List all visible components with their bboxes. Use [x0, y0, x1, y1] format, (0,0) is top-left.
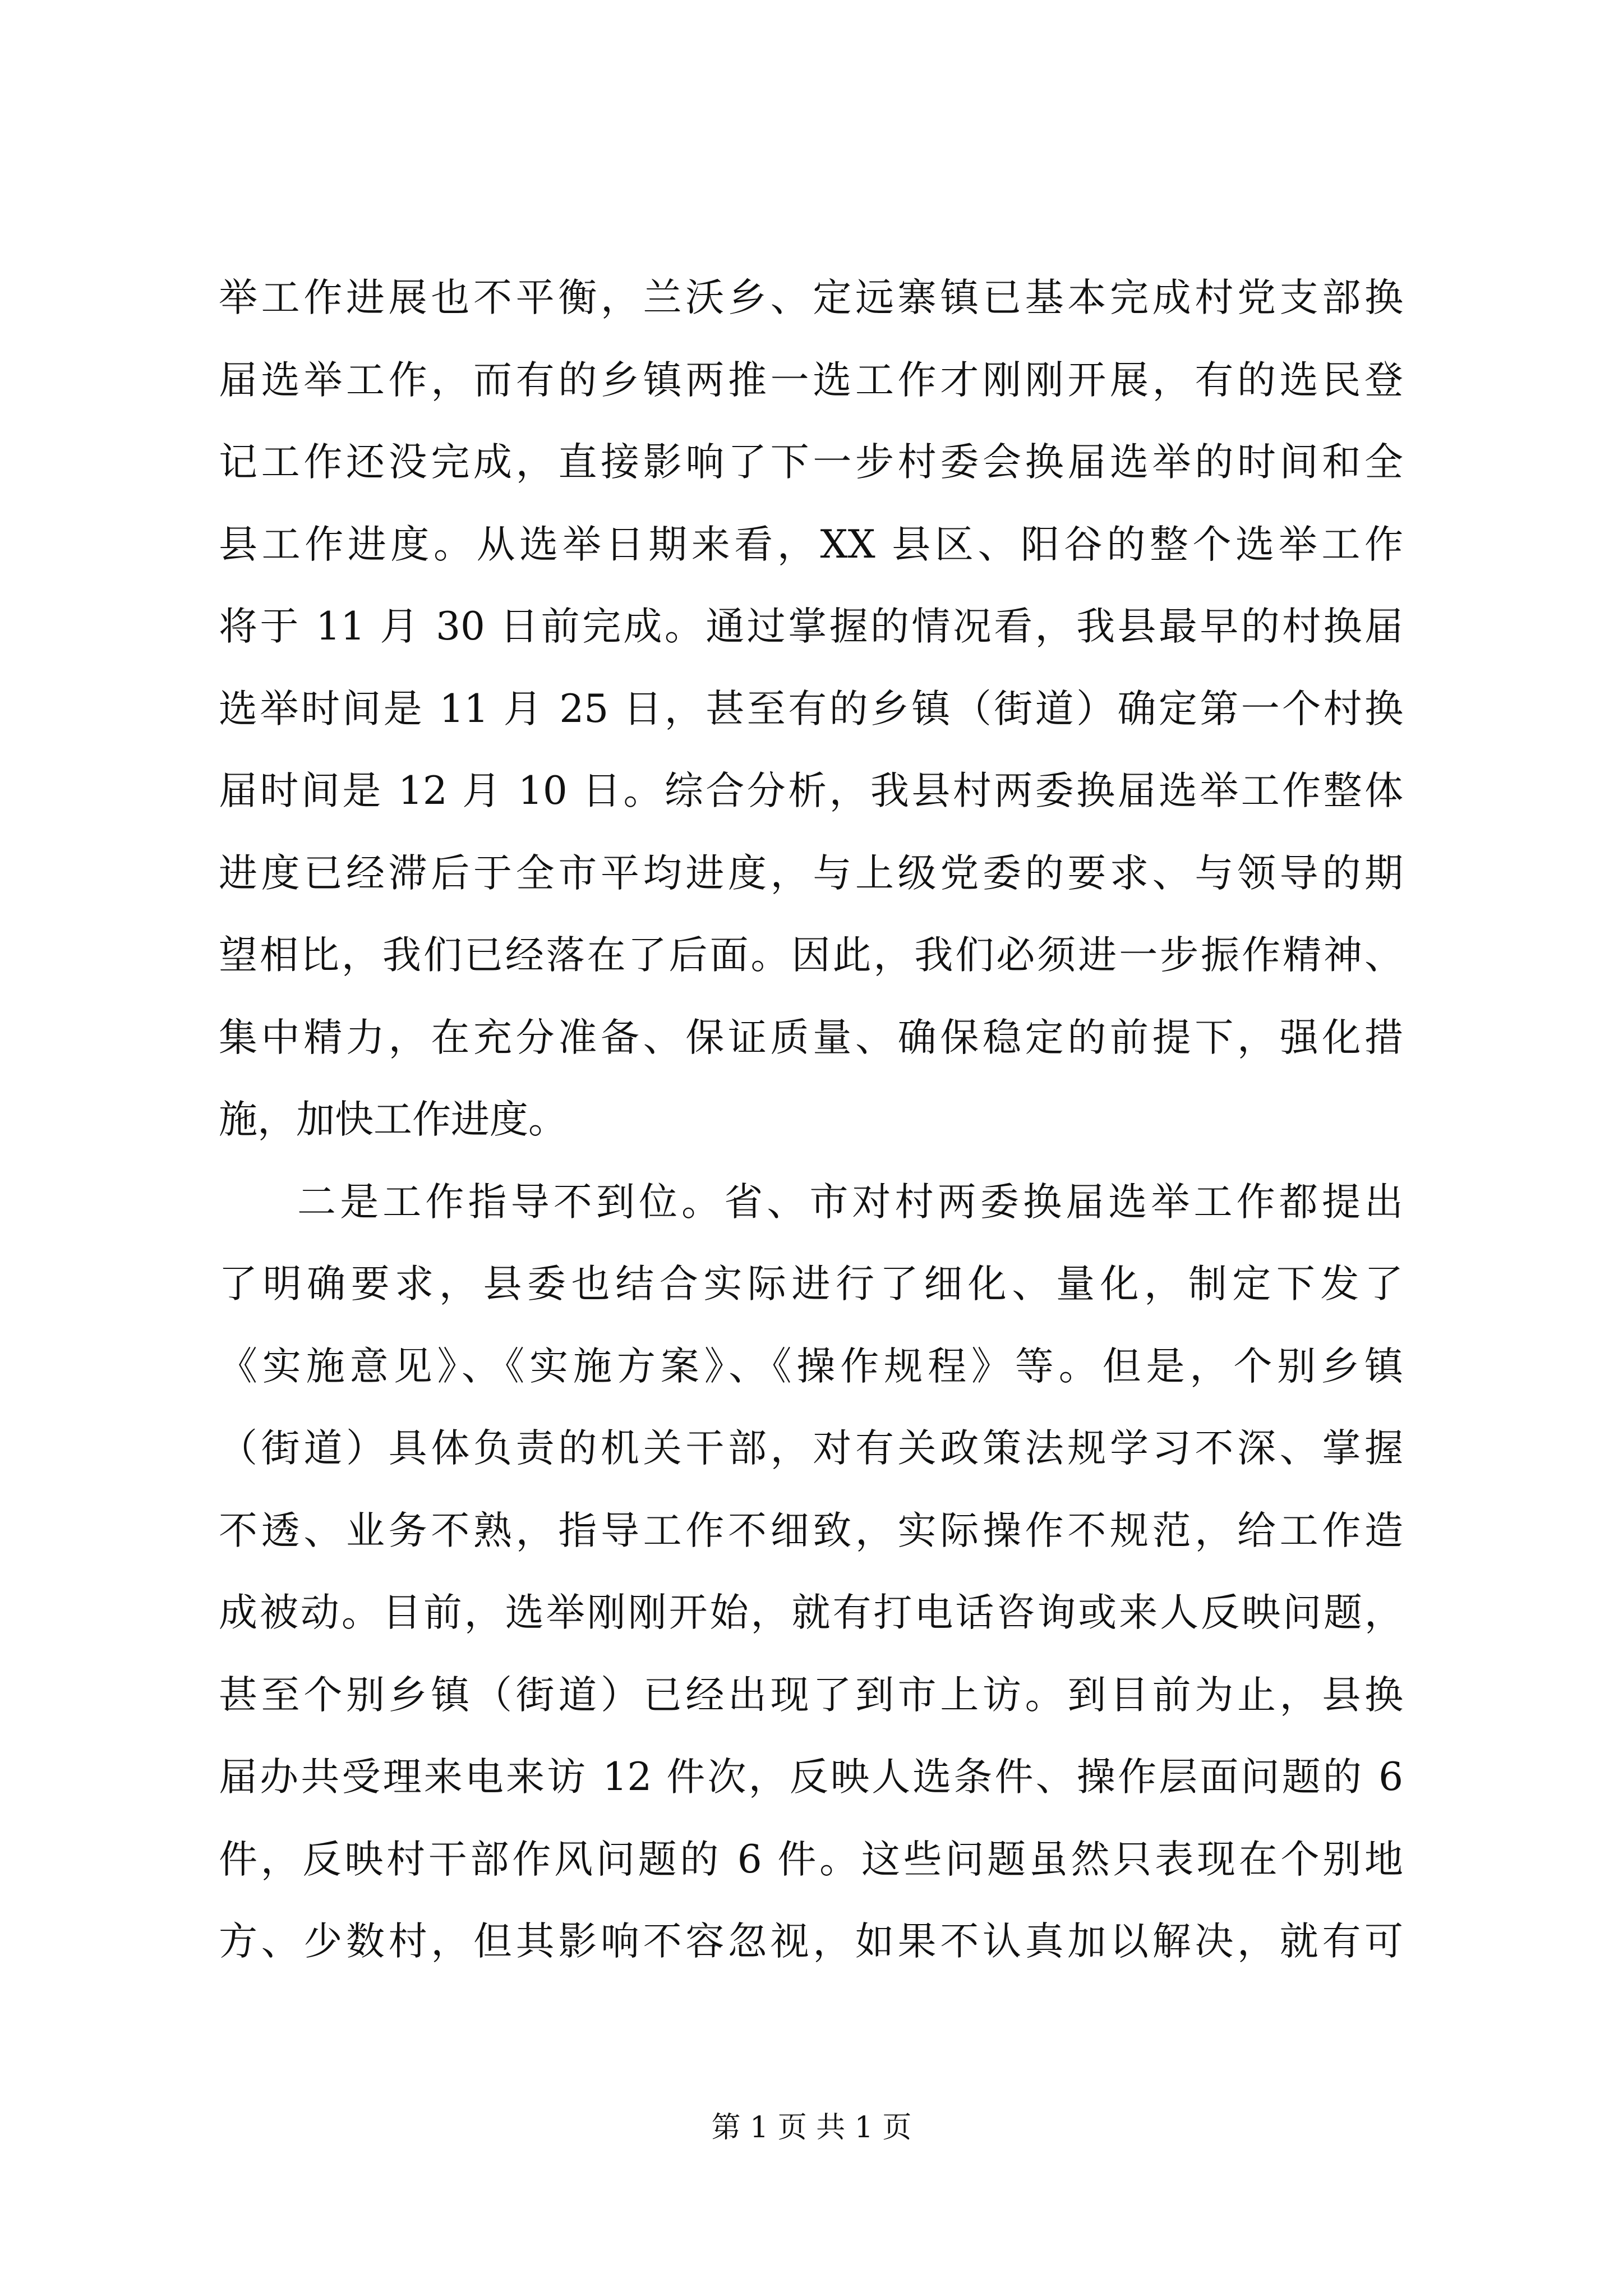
text-line: 选举时间是 11 月 25 日，甚至有的乡镇（街道）确定第一个村换 [219, 686, 1403, 731]
text-line: 望相比，我们已经落在了后面。因此，我们必须进一步振作精神、 [219, 933, 1403, 978]
text-line: 了明确要求，县委也结合实际进行了细化、量化，制定下发了 [219, 1262, 1403, 1306]
text-line: 方、少数村，但其影响不容忽视，如果不认真加以解决，就有可 [219, 1919, 1403, 1964]
page-number: 第 1 页 共 1 页 [711, 2111, 912, 2145]
text-line: 甚至个别乡镇（街道）已经出现了到市上访。到目前为止，县换 [219, 1672, 1403, 1718]
text-line: 《实施意见》、《实施方案》、《操作规程》等。但是，个别乡镇 [219, 1343, 1403, 1389]
page-footer [0, 2104, 1623, 2146]
text-line: 届办共受理来电来访 12 件次，反映人选条件、操作层面问题的 6 [219, 1755, 1403, 1800]
text-line: 将于 11 月 30 日前完成。通过掌握的情况看，我县最早的村换届 [219, 604, 1403, 649]
paragraph-first-line: 二是工作指导不到位。省、市对村两委换届选举工作都提出 [297, 1179, 1403, 1225]
text-line: （街道）具体负责的机关干部，对有关政策法规学习不深、掌握 [219, 1426, 1403, 1471]
text-line: 进度已经滞后于全市平均进度，与上级党委的要求、与领导的期 [219, 850, 1403, 896]
text-line: 件，反映村干部作风问题的 6 件。这些问题虽然只表现在个别地 [219, 1837, 1403, 1882]
text-line: 施，加快工作进度。 [219, 1097, 567, 1142]
document-body [219, 257, 1403, 1983]
text-line: 县工作进度。从选举日期来看，XX 县区、阳谷的整个选举工作 [219, 522, 1403, 567]
text-line: 集中精力，在充分准备、保证质量、确保稳定的前提下，强化措 [219, 1015, 1403, 1060]
text-line: 记工作还没完成，直接影响了下一步村委会换届选举的时间和全 [219, 440, 1403, 485]
text-line: 不透、业务不熟，指导工作不细致，实际操作不规范，给工作造 [219, 1508, 1403, 1553]
text-line: 届时间是 12 月 10 日。综合分析，我县村两委换届选举工作整体 [219, 769, 1403, 813]
text-line: 举工作进展也不平衡，兰沃乡、定远寨镇已基本完成村党支部换 [219, 275, 1403, 320]
text-line: 届选举工作，而有的乡镇两推一选工作才刚刚开展，有的选民登 [219, 357, 1403, 403]
text-line: 成被动。目前，选举刚刚开始，就有打电话咨询或来人反映问题， [219, 1590, 1403, 1635]
